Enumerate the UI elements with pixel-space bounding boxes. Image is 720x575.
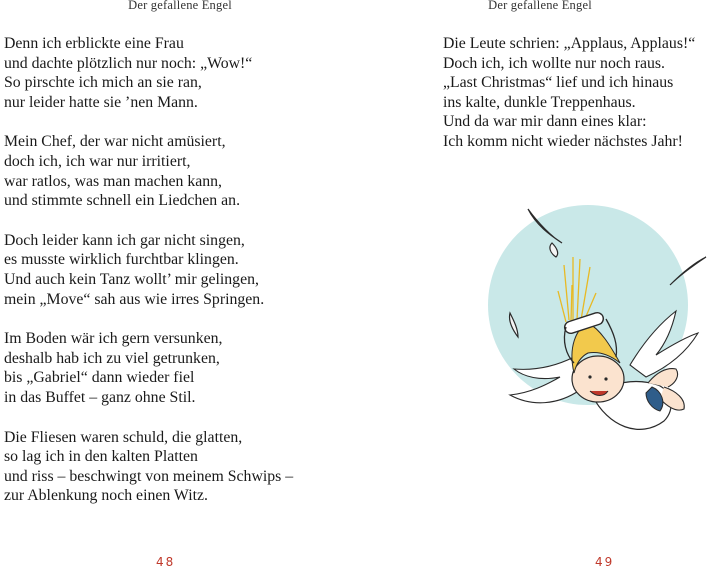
running-header: Der gefallene Engel (488, 0, 592, 12)
right-page (360, 0, 720, 575)
verse-line: es musste wirklich furchtbar klingen. (4, 251, 239, 269)
falling-angel-illustration (480, 195, 720, 475)
stanza (4, 428, 354, 506)
verse-line: nur leider hatte sie ’nen Mann. (4, 93, 198, 111)
stanza (4, 231, 354, 309)
verse-line: Und auch kein Tanz wollt’ mir gelingen, (4, 270, 259, 288)
verse-line: Denn ich erblickte eine Frau (4, 35, 184, 52)
verse-line: war ratlos, was man machen kann, (4, 172, 223, 190)
verse-line: zur Ablenkung noch einen Witz. (4, 487, 208, 505)
verse-line: Doch ich, ich wollte nur noch raus. (443, 54, 665, 72)
verse-line: deshalb hab ich zu viel getrunken, (4, 349, 220, 367)
verse-line: Doch leider kann ich gar nicht singen, (4, 231, 245, 249)
stanza (4, 329, 354, 407)
verse-line: So pirschte ich mich an sie ran, (4, 74, 202, 92)
verse-line: und riss – beschwingt von meinem Schwips – (4, 467, 294, 485)
verse-line: doch ich, ich war nur irritiert, (4, 152, 191, 170)
verse-line: mein „Move“ sah aus wie irres Springen. (4, 290, 265, 308)
verse-line: Die Leute schrien: „Applaus, Applaus!“ (443, 35, 696, 52)
stanza (443, 34, 718, 152)
verse-line: und dachte plötzlich nur noch: „Wow!“ (4, 54, 253, 72)
stanza (4, 34, 354, 112)
verse-line: in das Buffet – ganz ohne Stil. (4, 388, 196, 406)
verse-line: Mein Chef, der war nicht amüsiert, (4, 133, 226, 151)
verse-line: Ich komm nicht wieder nächstes Jahr! (443, 132, 683, 150)
angel-eye (604, 377, 607, 380)
verse-line: Die Fliesen waren schuld, die glatten, (4, 428, 243, 446)
running-header: Der gefallene Engel (128, 0, 232, 12)
verse-line: Im Boden wär ich gern versunken, (4, 330, 223, 348)
page-number: 48 (156, 555, 176, 569)
poem-text (4, 34, 354, 526)
stanza (4, 132, 354, 210)
angel-eye (588, 375, 591, 378)
verse-line: Und da war mir dann eines klar: (443, 113, 647, 131)
poem-text (443, 34, 718, 172)
verse-line: und stimmte schnell ein Liedchen an. (4, 192, 241, 210)
verse-line: bis „Gabriel“ dann wieder fiel (4, 369, 195, 387)
verse-line: „Last Christmas“ lief und ich hinaus (443, 74, 674, 92)
page-number: 49 (595, 555, 615, 569)
verse-line: ins kalte, dunkle Treppenhaus. (443, 93, 636, 111)
verse-line: so lag ich in den kalten Platten (4, 448, 198, 466)
